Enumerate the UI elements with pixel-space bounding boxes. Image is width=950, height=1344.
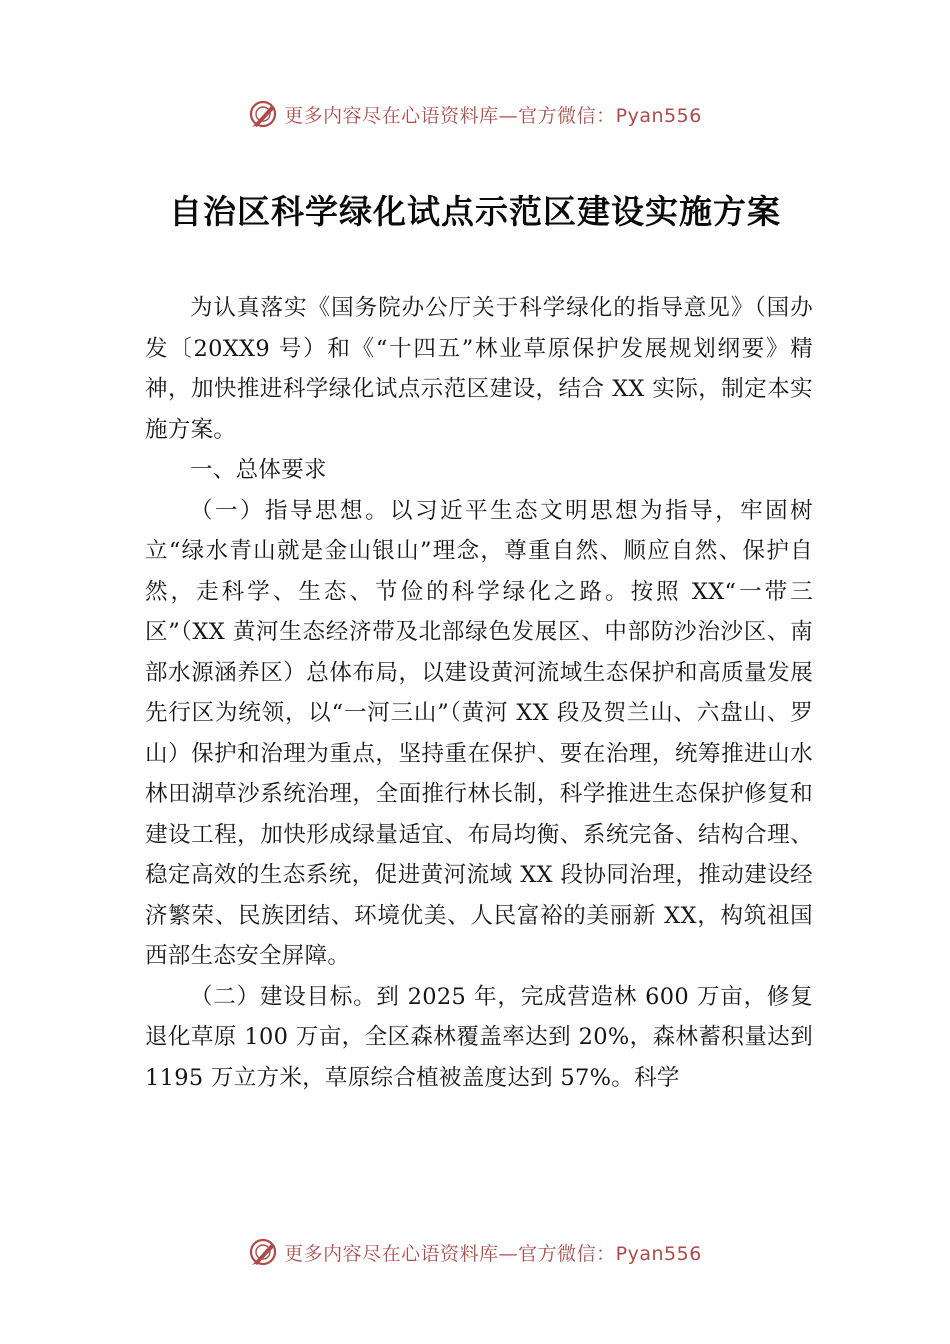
pen-logo-icon xyxy=(248,99,278,129)
header-banner xyxy=(0,94,950,134)
footer-banner xyxy=(0,1232,950,1272)
document-title: 自治区科学绿化试点示范区建设实施方案 xyxy=(169,192,781,231)
paragraph-guiding-ideology: （一）指导思想。以习近平生态文明思想为指导，牢固树立“绿水青山就是金山银山”理念，尊重自然、顺应自然、保护自然，走科学、生态、节俭的科学绿化之路。按照 XX“一带三区”（XX 黄河生态经济带及北部绿色发展区、中部防沙治沙区、南部水源涵养区）总体布局，以建设黄河流域生态保护和高质量发展先行区为统领，以“一河三山”（黄河 XX 段及贺兰山、六盘山、罗山）保护和治理为重点，坚持重在保护、要在治理，统筹推进山水林田湖草沙系统治理，全面推行林长制，科学推进生态保护修复和建设工程，加快形成绿量适宜、布局均衡、系统完备、结构合理、稳定高效的生态系统，促进黄河流域 XX 段协同治理，推动建设经济繁荣、民族团结、环境优美、人民富裕的美丽新 XX，构筑祖国西部生态安全屏障。 xyxy=(145,497,813,969)
pen-logo-icon xyxy=(248,1237,278,1267)
wechat-handle: Pyan556 xyxy=(615,1242,702,1265)
paragraph-intro: 为认真落实《国务院办公厅关于科学绿化的指导意见》（国办发〔20XX9 号）和《“十四五”林业草原保护发展规划纲要》精神，加快推进科学绿化试点示范区建设，结合 XX 实际，制定本实施方案。 xyxy=(145,295,813,443)
paragraph-construction-goals: （二）建设目标。到 2025 年，完成营造林 600 万亩，修复退化草原 100 万亩，全区森林覆盖率达到 20%，森林蓄积量达到 1195 万立方米，草原综合植被盖度达到 57%。科学 xyxy=(145,983,813,1091)
banner-label: 更多内容尽在心语资料库—官方微信： xyxy=(284,1242,616,1265)
banner-text xyxy=(284,1239,702,1266)
document-body xyxy=(145,288,813,1098)
banner-text xyxy=(284,101,702,128)
section-heading: 一、总体要求 xyxy=(190,457,327,483)
banner-label: 更多内容尽在心语资料库—官方微信： xyxy=(284,104,616,127)
wechat-handle: Pyan556 xyxy=(615,104,702,127)
